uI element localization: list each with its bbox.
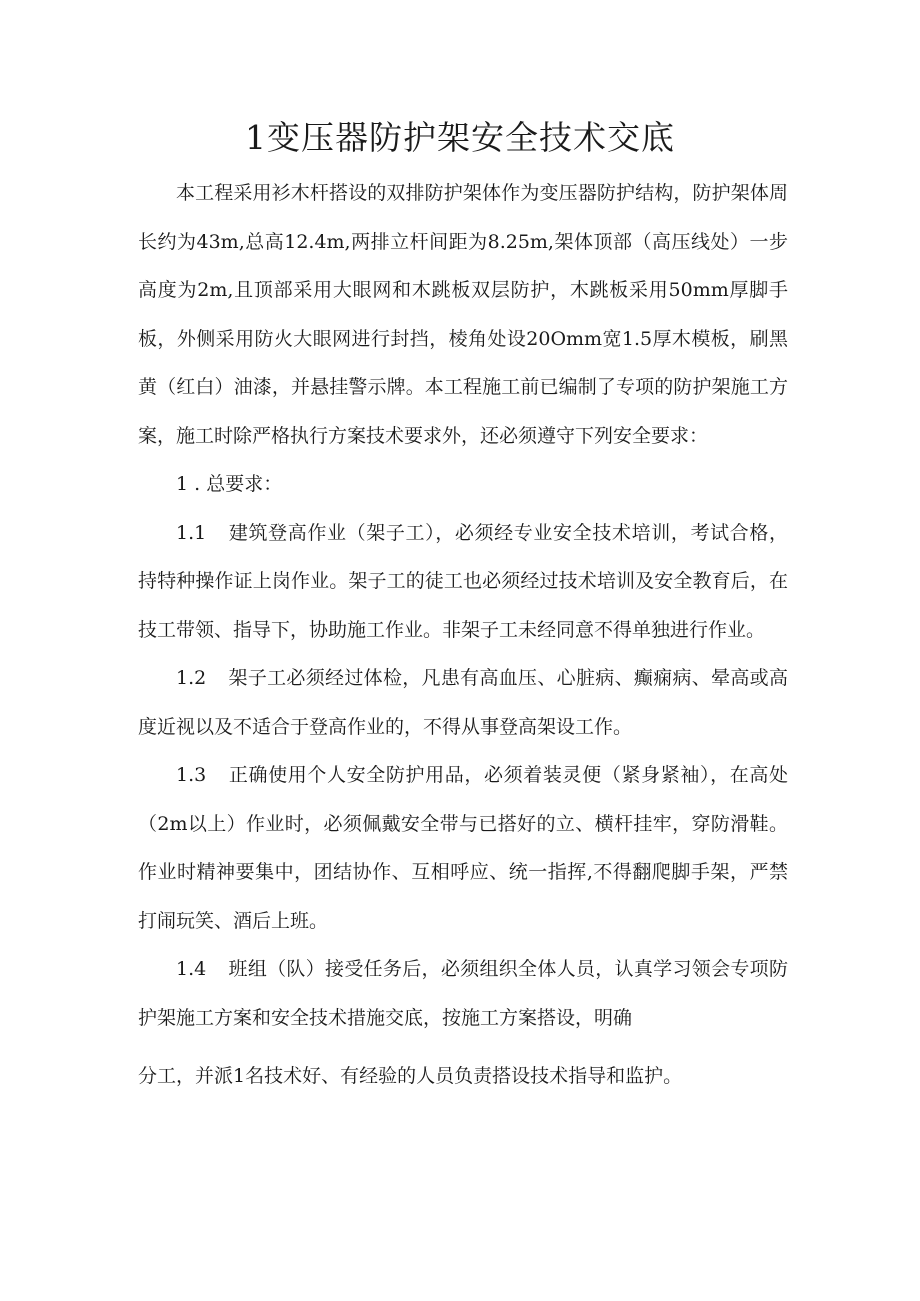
section-heading: 1 . 总要求： (176, 473, 283, 495)
item-text: 正确使用个人安全防护用品，必须着装灵便（紧身紧袖），在高处（2m以上）作业时，必须佩戴安全带与已搭好的立、横杆挂牢，穿防滑鞋。作业时精神要集中，团结协作、互相呼应、统一指挥,不得翻爬脚手架，严禁打闹玩笑、酒后上班。 (138, 764, 788, 932)
document-title: 1变压器防护架安全技术交底 (245, 118, 675, 157)
item-1-4-continuation: 分工，并派1名技术好、有经验的人员负责搭设技术指导和监护。 (138, 1065, 683, 1087)
item-text: 建筑登高作业（架子工），必须经专业安全技术培训，考试合格，持特种操作证上岗作业。架子工的徒工也必须经过技术培训及安全教育后，在技工带领、指导下，协助施工作业。非架子工未经同意不得单独进行作业。 (138, 521, 788, 641)
intro-paragraph: 本工程采用衫木杆搭设的双排防护架体作为变压器防护结构，防护架体周长约为43m,总高12.4m,两排立杆间距为8.25m,架体顶部（高压线处）一步高度为2m,且顶部采用大眼网和木跳板双层防护，木跳板采用50mm厚脚手板，外侧采用防火大眼网进行封挡，棱角处设20Omm宽1.5厚木模板，刷黑黄（红白）油漆，并悬挂警示牌。本工程施工前已编制了专项的防护架施工方案，施工时除严格执行方案技术要求外，还必须遵守下列安全要求： (138, 182, 788, 447)
item-number: 1.2 (176, 667, 207, 689)
item-number: 1.1 (176, 521, 207, 544)
item-1-1 (138, 509, 788, 655)
document-body (138, 169, 788, 1101)
item-number: 1.4 (176, 958, 207, 980)
item-text: 架子工必须经过体检，凡患有高血压、心脏病、癫痫病、晕高或高度近视以及不适合于登高作业的，不得从事登高架设工作。 (138, 667, 788, 738)
item-1-2 (138, 654, 788, 751)
item-1-3 (138, 751, 788, 945)
item-number: 1.3 (176, 764, 207, 786)
item-text: 班组（队）接受任务后，必须组织全体人员，认真学习领会专项防护架施工方案和安全技术措施交底，按施工方案搭设，明确 (138, 958, 788, 1029)
item-1-4 (138, 945, 788, 1042)
